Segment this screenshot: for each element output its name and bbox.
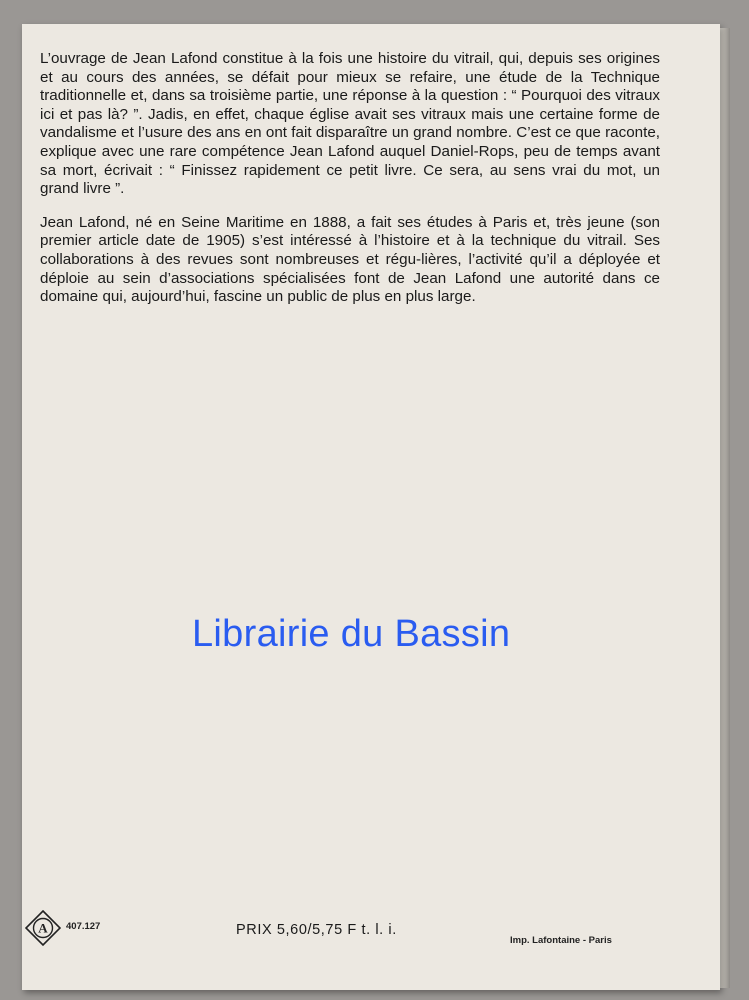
blurb-paragraph-1: L’ouvrage de Jean Lafond constitue à la fois une histoire du vitrail, qui, depuis ses origines et au cours des années, se défait pour mieux se refaire, une étude de la Technique traditionnelle et, dans sa troisième partie, une réponse à la question : “ Pourquoi des vitraux ici et pas là? ”. Jadis, en effet, chaque église avait ses vitraux mais une certaine forme de vandalisme et l’usure des ans en ont fait disparaître un grand nombre. C’est ce que raconte, explique avec une rare compétence Jean Lafond auquel Daniel-Rops, peu de temps avant sa mort, écrivait : “ Finissez rapidement ce petit livre. Ce sera, au sens vrai du mot, un grand livre ”. (40, 50, 660, 198)
bookshop-watermark: Librairie du Bassin (192, 613, 511, 655)
blurb-paragraph-2: Jean Lafond, né en Seine Maritime en 1888, a fait ses études à Paris et, très jeune (son premier article date de 1905) s’est intéressé à l’histoire et à la technique du vitrail. Ses collaborations à des revues sont nombreuses et régu-lières, l’activité qu’il a déployée et déploie au sein d’associations spécialisées font de Jean Lafond une autorité dans ce domaine qui, aujourd’hui, fascine un public de plus en plus large. (40, 213, 660, 306)
publisher-logo-letter: A (38, 920, 48, 936)
printer-imprint: Imp. Lafontaine - Paris (510, 935, 612, 946)
price-label: PRIX 5,60/5,75 F t. l. i. (236, 922, 397, 938)
blurb-text (40, 50, 660, 322)
catalog-number: 407.127 (66, 921, 101, 932)
book-page-edge (720, 28, 730, 988)
publisher-logo-icon (25, 910, 61, 946)
